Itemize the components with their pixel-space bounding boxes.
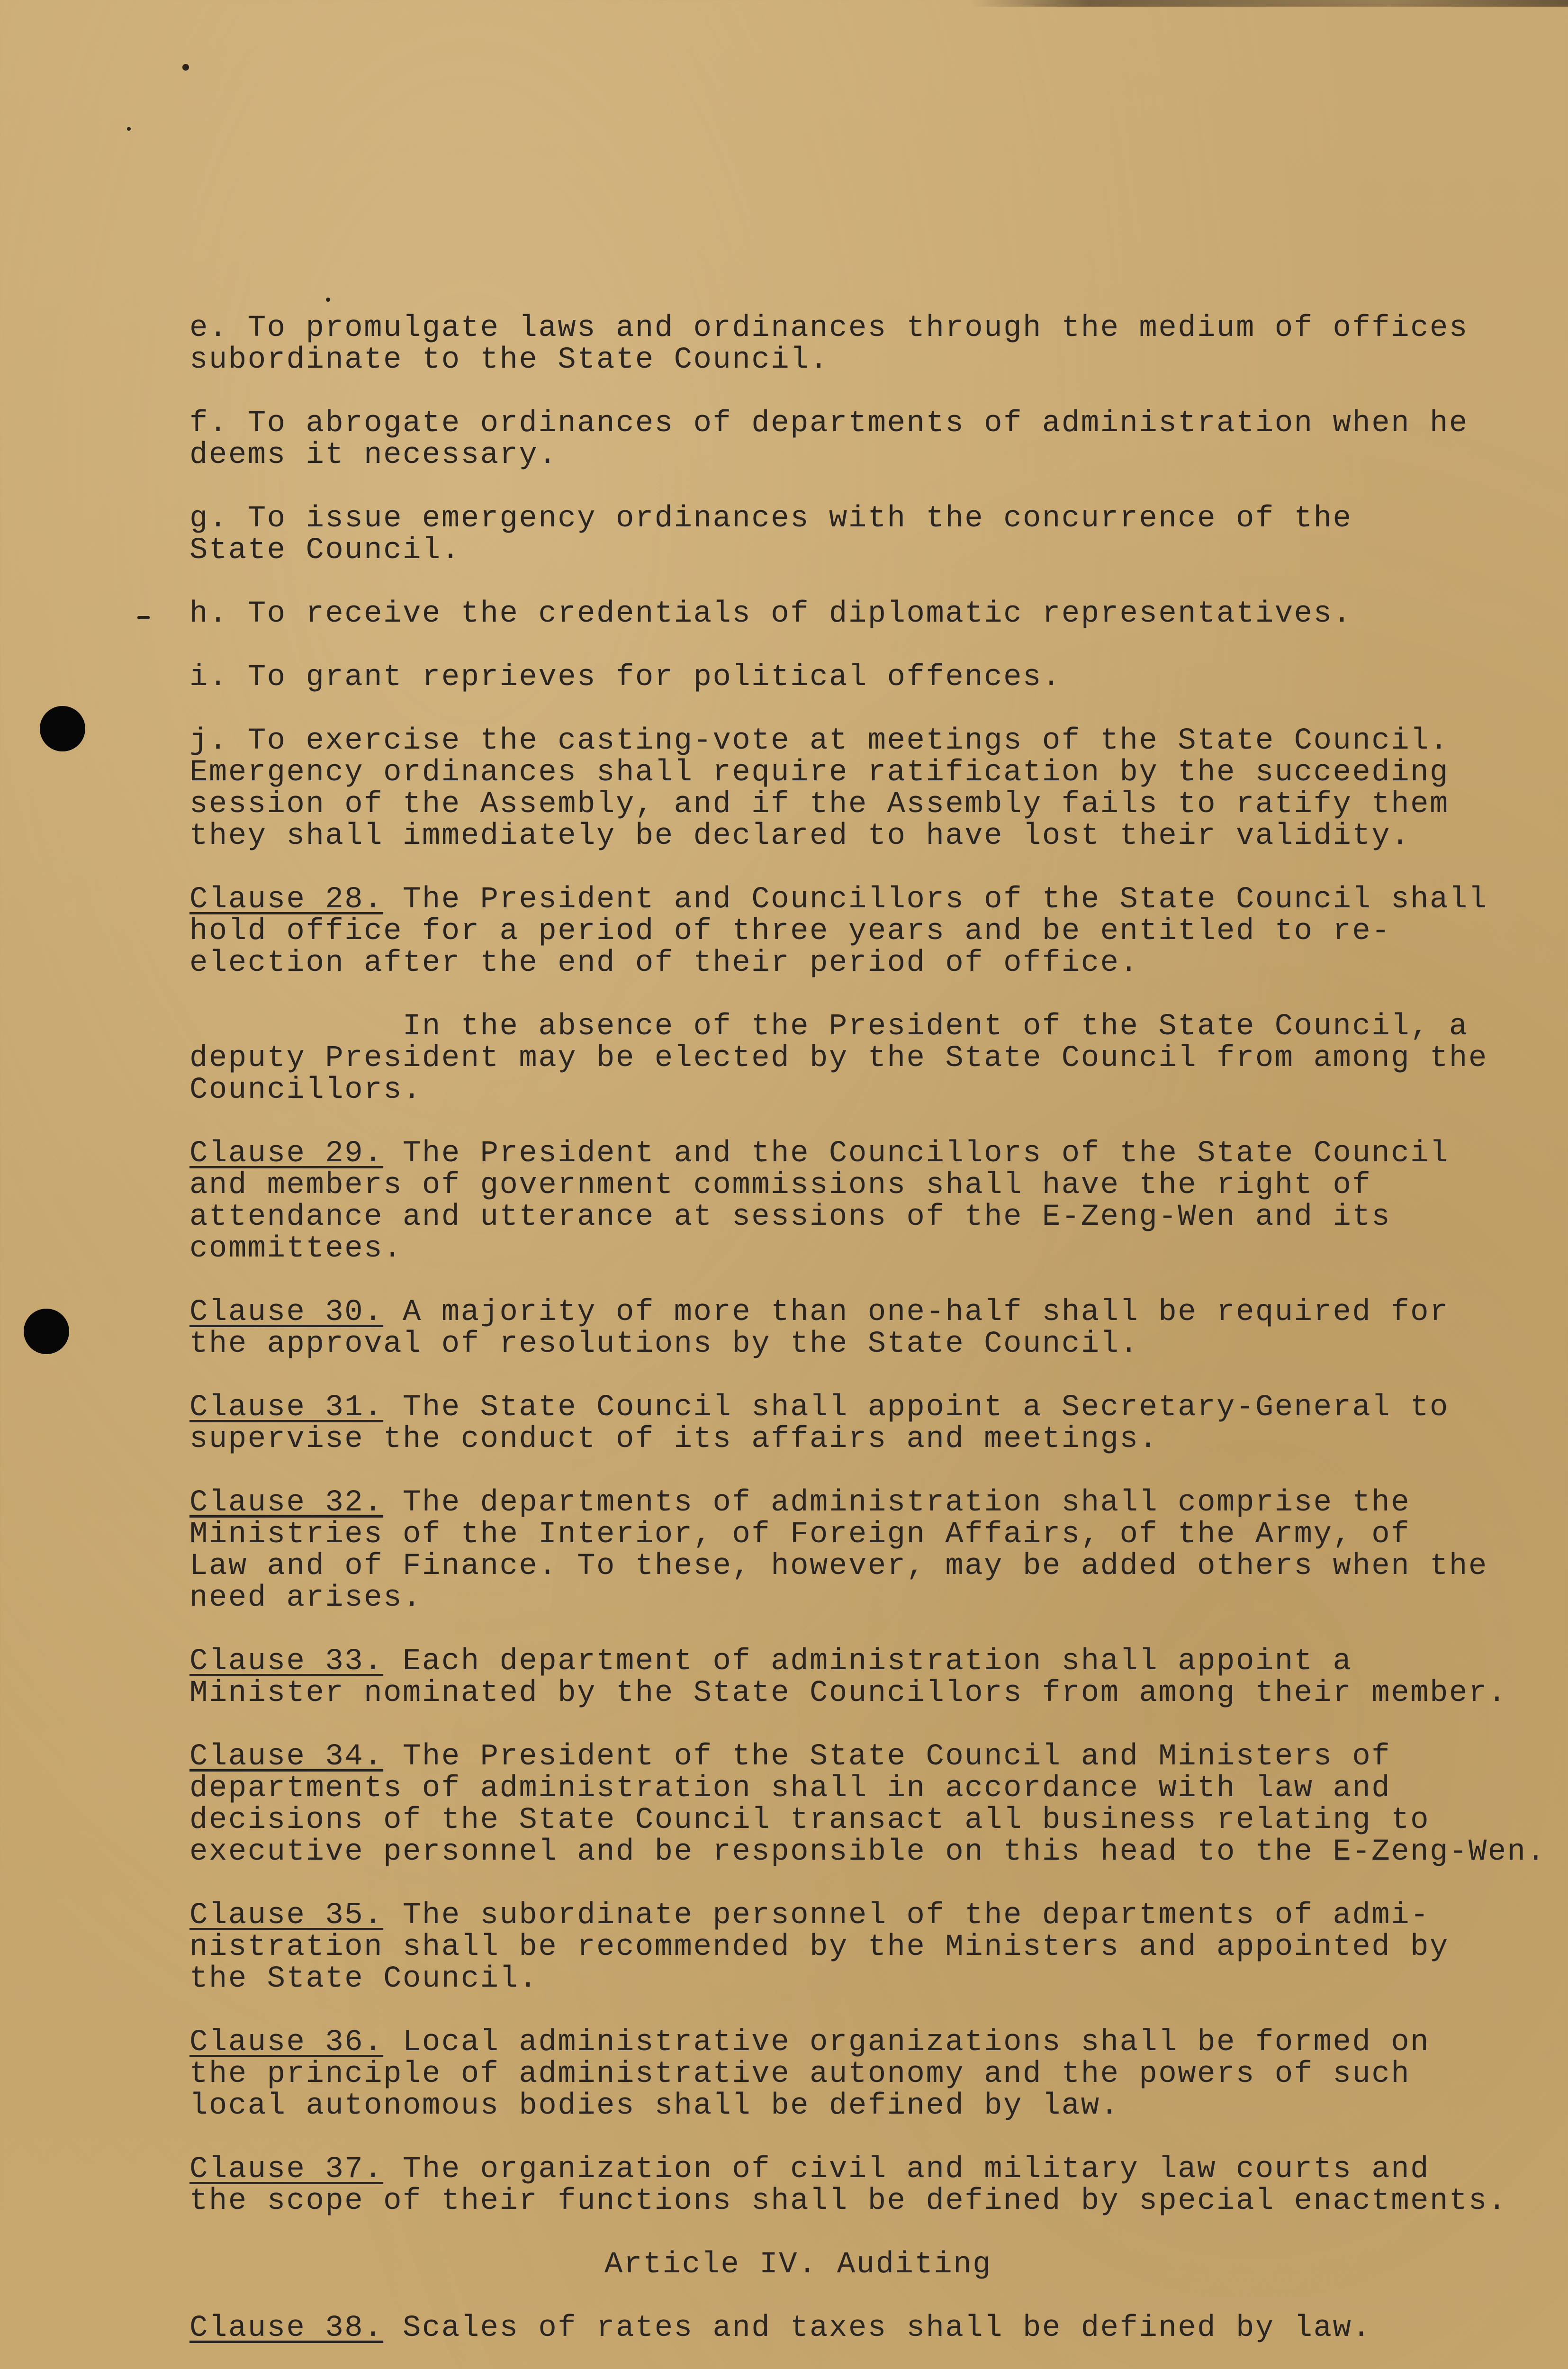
- text-line: [189, 725, 1516, 757]
- line-text: j. To exercise the casting-vote at meetings of the State Council.: [189, 724, 1449, 758]
- clause-label: Clause 31.: [189, 1391, 384, 1425]
- text-line: [189, 1519, 1516, 1551]
- paragraph-clause-35: [189, 1900, 1516, 1995]
- line-text: Each department of administration shall appoint a: [383, 1645, 1352, 1679]
- paragraph-clause-28-cont: [189, 1011, 1516, 1106]
- line-text: The President and the Councillors of the State Council: [383, 1137, 1449, 1171]
- paragraph-item-j: [189, 725, 1516, 852]
- line-text: the State Council.: [189, 1962, 539, 1996]
- text-line: [189, 2027, 1516, 2059]
- paragraph-item-f: [189, 408, 1516, 471]
- text-line: [189, 2059, 1516, 2090]
- line-text: nistration shall be recommended by the Ministers and appointed by: [189, 1930, 1449, 1964]
- text-line: [189, 1678, 1516, 1709]
- ink-speck: [137, 616, 150, 619]
- paragraph-clause-34: [189, 1740, 1546, 1869]
- paragraph-clause-36: [189, 2027, 1516, 2122]
- text-line: [189, 884, 1516, 916]
- text-line: [189, 313, 1516, 344]
- line-text: i. To grant reprieves for political offences.: [189, 660, 1062, 695]
- line-text: Ministries of the Interior, of Foreign Affairs, of the Army, of: [189, 1518, 1411, 1552]
- text-line: [189, 757, 1516, 789]
- text-line: [189, 2186, 1516, 2217]
- line-text: deputy President may be elected by the State Council from among the: [189, 1041, 1488, 1076]
- line-text: attendance and utterance at sessions of the E-Zeng-Wen and its: [189, 1200, 1391, 1234]
- line-text: deems it necessary.: [189, 438, 558, 472]
- punch-hole-lower: [24, 1309, 69, 1354]
- line-text: Law and of Finance. To these, however, may be added others when the: [189, 1549, 1488, 1583]
- text-line: [189, 408, 1516, 440]
- line-text: hold office for a period of three years and be entitled to re-: [189, 914, 1391, 949]
- clause-label: Clause 32.: [189, 1486, 384, 1520]
- clause-label: Clause 33.: [189, 1645, 384, 1679]
- text-line: [189, 1297, 1516, 1329]
- line-text: the scope of their functions shall be defined by special enactments.: [189, 2184, 1507, 2218]
- paragraph-clause-30: [189, 1297, 1516, 1360]
- document-body: [189, 311, 1546, 2369]
- text-line: [189, 1329, 1516, 1360]
- line-text: local autonomous bodies shall be defined by law.: [189, 2089, 1120, 2123]
- paragraph-item-g: [189, 503, 1516, 567]
- text-line: [189, 1202, 1516, 1233]
- line-text: The subordinate personnel of the departments of admi-: [383, 1899, 1430, 1933]
- paragraph-clause-28: [189, 884, 1516, 979]
- paragraph-clause-31: [189, 1392, 1516, 1456]
- text-line: [189, 1900, 1516, 1932]
- text-line: [189, 821, 1516, 852]
- clause-label: Clause 36.: [189, 2025, 384, 2060]
- text-line: [189, 1646, 1516, 1678]
- text-line: [189, 662, 1516, 694]
- text-line: [189, 1773, 1516, 1805]
- line-text: and members of government commissions shall have the right of: [189, 1168, 1372, 1203]
- line-text: Local administrative organizations shall be formed on: [383, 2025, 1430, 2060]
- line-text: subordinate to the State Council.: [189, 343, 829, 377]
- line-text: executive personnel and be responsible on this head to the E-Zeng-Wen.: [189, 1835, 1546, 1869]
- text-line: [189, 916, 1516, 948]
- text-line: [189, 1963, 1516, 1995]
- text-line: [189, 1011, 1516, 1043]
- line-text: election after the end of their period of office.: [189, 946, 1139, 980]
- line-text: committees.: [189, 1232, 403, 1266]
- ink-speck: [127, 127, 131, 131]
- punch-hole-upper: [40, 706, 85, 751]
- clause-label: Clause 35.: [189, 1899, 384, 1933]
- text-line: [189, 2154, 1516, 2186]
- line-text: The President of the State Council and Ministers of: [383, 1740, 1391, 1774]
- paragraph-clause-33: [189, 1646, 1516, 1709]
- paragraph-clause-29: [189, 1138, 1516, 1265]
- line-text: decisions of the State Council transact all business relating to: [189, 1803, 1430, 1837]
- text-line: [189, 598, 1516, 630]
- line-text: f. To abrogate ordinances of departments of administration when he: [189, 407, 1469, 441]
- line-text: g. To issue emergency ordinances with the concurrence of the: [189, 502, 1352, 536]
- line-text: The organization of civil and military law courts and: [383, 2152, 1430, 2187]
- text-line: [189, 1805, 1516, 1836]
- text-line: [189, 1043, 1516, 1075]
- clause-label: Clause 29.: [189, 1137, 384, 1171]
- paragraph-clause-37: [189, 2154, 1516, 2217]
- text-line: [189, 789, 1516, 821]
- line-text: Scales of rates and taxes shall be defined by law.: [383, 2311, 1372, 2345]
- ink-speck: [326, 298, 330, 302]
- line-text: they shall immediately be declared to have lost their validity.: [189, 819, 1411, 853]
- paragraph-clause-32: [189, 1487, 1516, 1614]
- clause-label: Clause 30.: [189, 1295, 384, 1329]
- line-text: In the absence of the President of the State Council, a: [189, 1010, 1469, 1044]
- clause-label: Clause 34.: [189, 1740, 384, 1774]
- clause-label: Clause 28.: [189, 883, 384, 917]
- clause-label: Clause 38.: [189, 2311, 384, 2345]
- line-text: the approval of resolutions by the State Council.: [189, 1327, 1139, 1361]
- text-line: [189, 1487, 1516, 1519]
- line-text: supervise the conduct of its affairs and meetings.: [189, 1422, 1159, 1456]
- line-text: A majority of more than one-half shall be required for: [383, 1295, 1449, 1329]
- line-text: Minister nominated by the State Councillors from among their member.: [189, 1676, 1507, 1710]
- clause-label: Clause 37.: [189, 2152, 384, 2187]
- text-line: [189, 344, 1516, 376]
- line-text: The President and Councillors of the State Council shall: [383, 883, 1488, 917]
- article-heading: Article IV. Auditing: [604, 2248, 992, 2282]
- text-line: [189, 440, 1516, 471]
- text-line: [189, 503, 1516, 535]
- text-line: [189, 1138, 1516, 1170]
- text-line: [189, 1932, 1516, 1963]
- line-text: The State Council shall appoint a Secretary-General to: [383, 1391, 1449, 1425]
- line-text: e. To promulgate laws and ordinances through the medium of offices: [189, 311, 1469, 345]
- text-line: [189, 2090, 1516, 2122]
- text-line: [189, 535, 1516, 567]
- line-text: The departments of administration shall comprise the: [383, 1486, 1411, 1520]
- line-text: departments of administration shall in accordance with law and: [189, 1772, 1391, 1806]
- text-line: [189, 1741, 1516, 1773]
- line-text: the principle of administrative autonomy and the powers of such: [189, 2057, 1411, 2091]
- line-text: session of the Assembly, and if the Assembly fails to ratify them: [189, 787, 1449, 822]
- text-line: [189, 1582, 1516, 1614]
- text-line: [189, 1835, 1546, 1869]
- text-line: [189, 1170, 1516, 1202]
- line-text: h. To receive the credentials of diplomatic representatives.: [189, 597, 1352, 631]
- text-line: [189, 1233, 1516, 1265]
- text-line: [189, 1075, 1516, 1106]
- line-text: Emergency ordinances shall require ratification by the succeeding: [189, 756, 1449, 790]
- paragraph-item-i: [189, 662, 1516, 694]
- ink-speck: [182, 64, 189, 71]
- text-line: [189, 1551, 1516, 1582]
- paragraph-item-h: [189, 598, 1516, 630]
- paper-top-edge: [971, 0, 1568, 7]
- text-line: [189, 1424, 1516, 1456]
- line-text: State Council.: [189, 533, 461, 568]
- paragraph-item-e: [189, 313, 1516, 376]
- line-text: need arises.: [189, 1581, 422, 1615]
- paragraph-clause-38: [189, 2313, 1516, 2344]
- line-text: Councillors.: [189, 1073, 422, 1107]
- text-line: [189, 948, 1516, 979]
- text-line: [189, 1392, 1516, 1424]
